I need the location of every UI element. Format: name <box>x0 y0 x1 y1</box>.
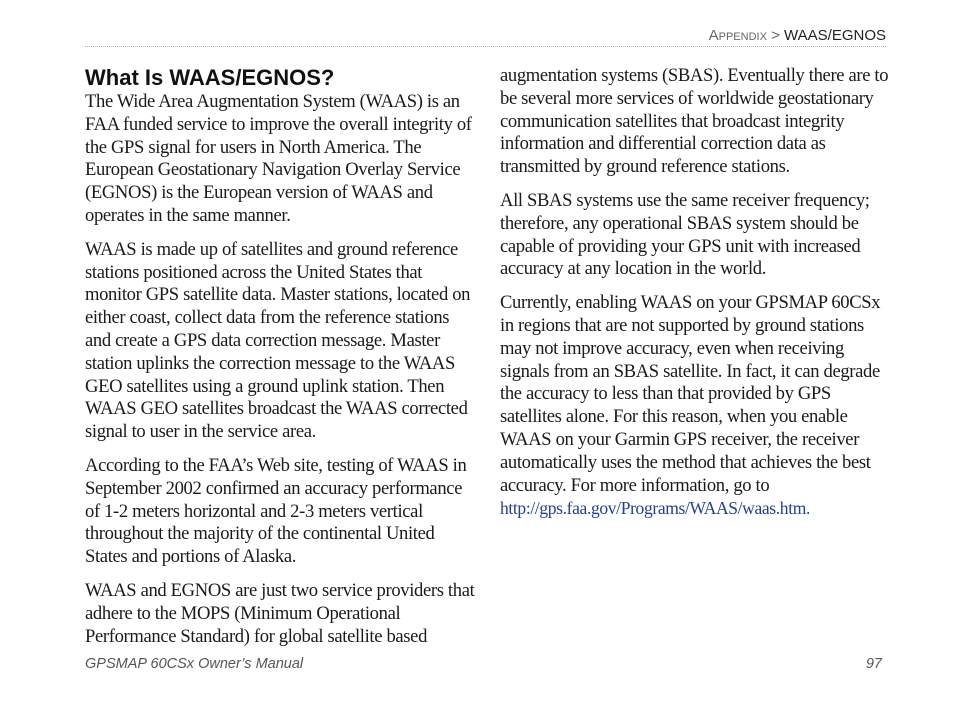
running-header <box>709 27 886 44</box>
paragraph: WAAS and EGNOS are just two service providers that adhere to the MOPS (Minimum Operational Performance Standard) for global satellite based <box>85 579 475 647</box>
header-separator: > <box>771 27 780 44</box>
left-column <box>85 66 475 659</box>
paragraph: The Wide Area Augmentation System (WAAS) is an FAA funded service to improve the overall integrity of the GPS signal for users in North America. The European Geostationary Navigation Overlay Service (EGNOS) is the European version of WAAS and operates in the same manner. <box>85 91 472 226</box>
right-column <box>500 65 890 520</box>
header-topic: WAAS/EGNOS <box>784 27 886 44</box>
paragraph: According to the FAA’s Web site, testing of WAAS in September 2002 confirmed an accuracy performance of 1-2 meters horizontal and 2-3 meters vertical throughout the majority of the continental United States and portions of Alaska. <box>85 454 467 568</box>
page-number: 97 <box>865 656 882 672</box>
footer-manual-title: GPSMAP 60CSx Owner’s Manual <box>85 656 304 672</box>
header-rule <box>85 46 886 47</box>
paragraph: Currently, enabling WAAS on your GPSMAP 60CSx in regions that are not supported by ground stations may not improve accuracy, even when receiving signals from an SBAS satellite. In fact, it can degrade the accuracy to less than that provided by GPS satellites alone. For this reason, when you enable WAAS on your Garmin GPS receiver, the receiver automatically uses the method that achieves the best accuracy. For more information, go to <box>500 292 881 496</box>
paragraph: WAAS is made up of satellites and ground reference stations positioned across the United States that monitor GPS satellite data. Master stations, located on either coast, collect data from the reference stations and create a GPS data correction message. Master station uplinks the correction message to the WAAS GEO satellites using a ground uplink station. Then WAAS GEO satellites broadcast the WAAS corrected signal to user in the service area. <box>85 238 471 443</box>
paragraph: augmentation systems (SBAS). Eventually there are to be several more services of worldwide geostationary communication satellites that broadcast integrity information and differential correction data as transmitted by ground reference stations. <box>500 65 889 178</box>
paragraph: All SBAS systems use the same receiver frequency; therefore, any operational SBAS system should be capable of providing your GPS unit with increased accuracy at any location in the world. <box>500 189 870 280</box>
waas-link[interactable]: http://gps.faa.gov/Programs/WAAS/waas.htm. <box>500 498 810 519</box>
header-section: Appendix <box>708 27 767 44</box>
page-title: What Is WAAS/EGNOS? <box>85 65 335 90</box>
